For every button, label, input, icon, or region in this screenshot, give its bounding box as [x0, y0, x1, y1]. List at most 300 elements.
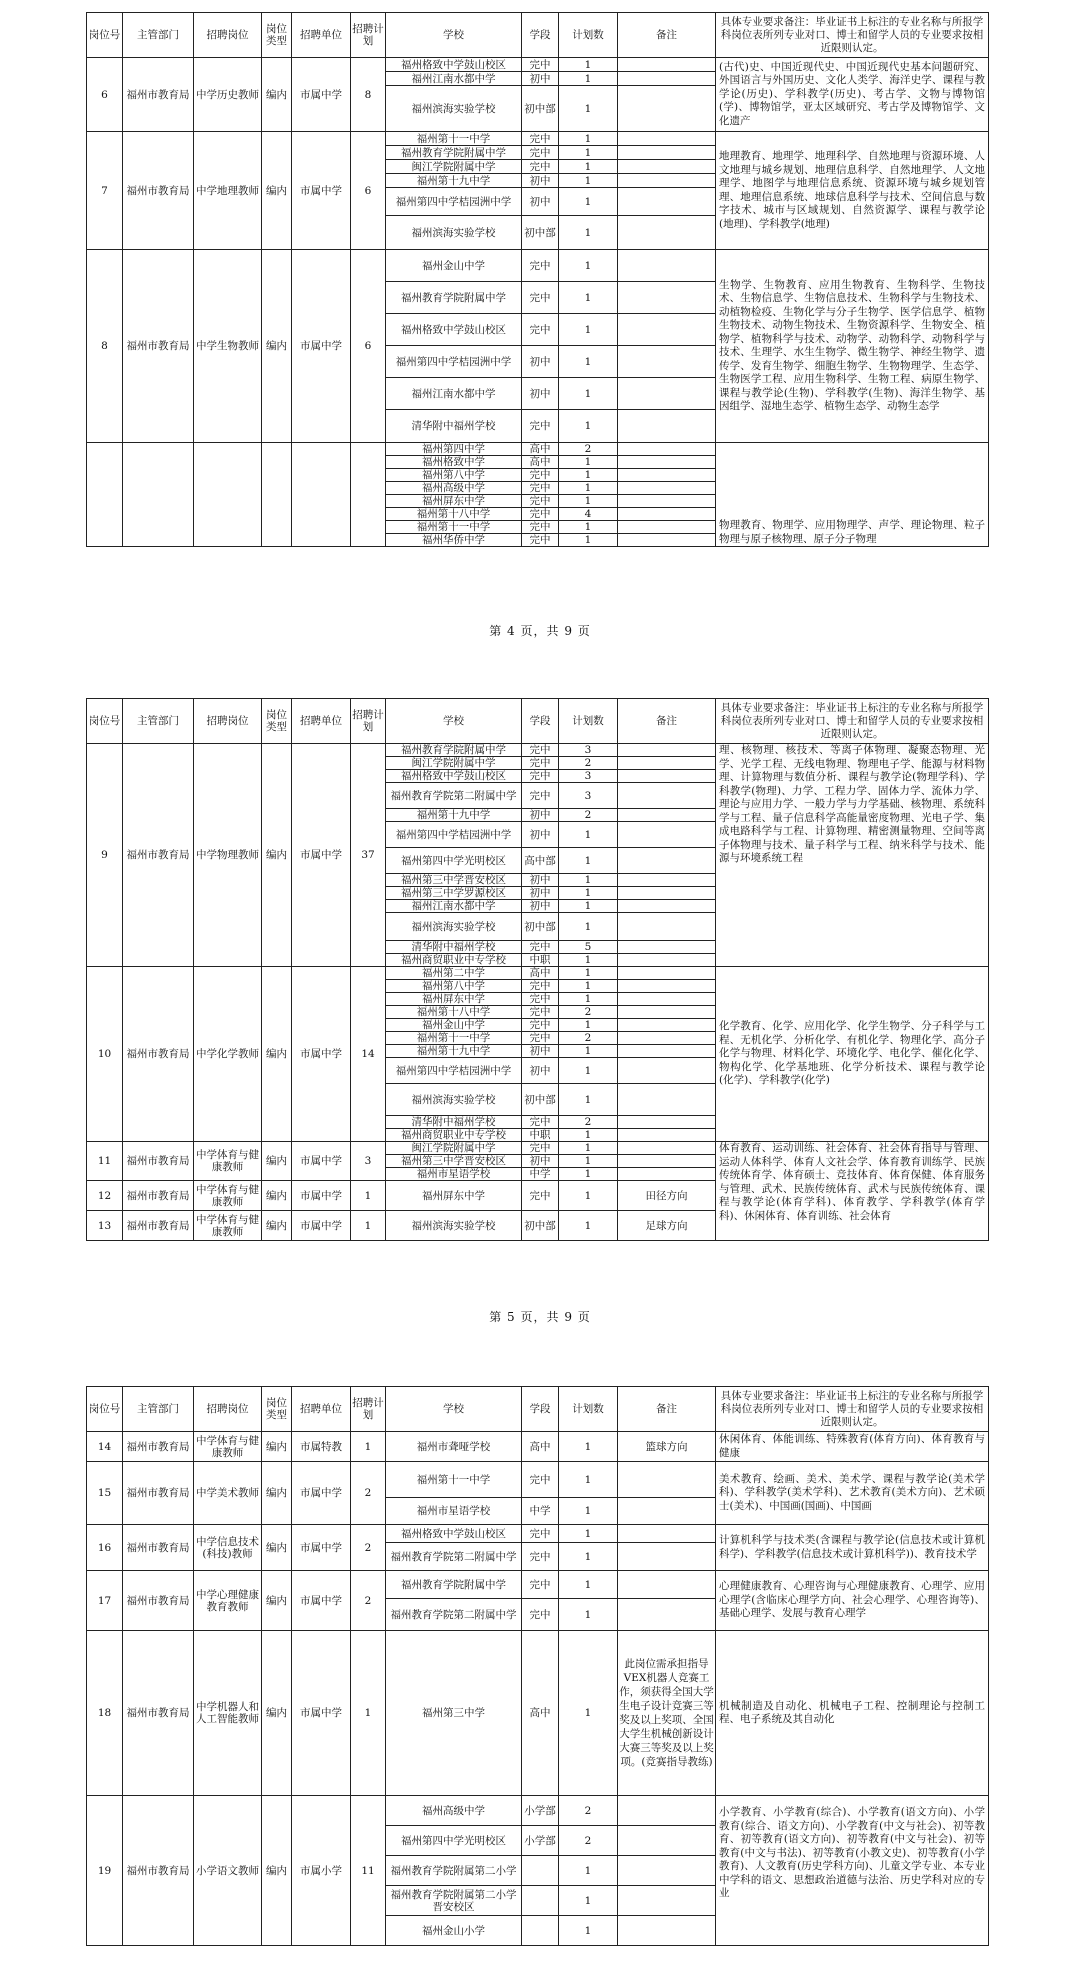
stage-cell: 完中 — [522, 1571, 559, 1599]
school-cell: 清华附中福州学校 — [386, 941, 522, 954]
table-row — [87, 58, 989, 72]
remark-cell — [618, 1498, 716, 1525]
count-cell: 1 — [559, 314, 618, 346]
remark-cell — [618, 1796, 716, 1826]
count-cell: 1 — [559, 848, 618, 874]
post-id: 18 — [87, 1631, 123, 1796]
stage-cell: 完中 — [522, 1116, 559, 1129]
school-cell: 福州教育学院附属第二小学 — [386, 1856, 522, 1886]
post-title: 中学化学教师 — [194, 967, 262, 1142]
school-cell: 福州华侨中学 — [386, 534, 522, 547]
count-cell: 1 — [559, 900, 618, 913]
post-title: 中学生物教师 — [194, 250, 262, 443]
stage-cell: 完中 — [522, 1599, 559, 1631]
remark-cell — [618, 848, 716, 874]
post-type: 编内 — [262, 1525, 292, 1571]
school-cell: 闽江学院附属中学 — [386, 160, 522, 174]
table-row — [87, 1525, 989, 1543]
post-plan: 1 — [351, 1432, 386, 1462]
post-unit: 市属中学 — [292, 967, 351, 1142]
stage-cell: 完中 — [522, 495, 559, 508]
post-id: 11 — [87, 1142, 123, 1181]
remark-cell — [618, 250, 716, 282]
school-cell: 闽江学院附属中学 — [386, 757, 522, 770]
header-post: 招聘岗位 — [194, 13, 262, 58]
post-unit: 市属中学 — [292, 1142, 351, 1181]
school-cell: 福州教育学院附属中学 — [386, 146, 522, 160]
table-row — [87, 1571, 989, 1599]
count-cell: 1 — [559, 1462, 618, 1498]
header-remark: 备注 — [618, 13, 716, 58]
post-unit: 市属中学 — [292, 132, 351, 250]
count-cell: 1 — [559, 495, 618, 508]
remark-cell — [618, 1525, 716, 1543]
count-cell: 1 — [559, 1142, 618, 1155]
post-id — [87, 443, 123, 547]
table-row — [87, 1142, 989, 1155]
school-cell: 福州教育学院第二附属中学 — [386, 1543, 522, 1571]
remark-cell — [618, 132, 716, 146]
stage-cell: 初中 — [522, 822, 559, 848]
post-unit: 市属中学 — [292, 1211, 351, 1241]
count-cell: 1 — [559, 410, 618, 443]
stage-cell: 完中 — [522, 757, 559, 770]
school-cell: 福州第十一中学 — [386, 1032, 522, 1045]
count-cell: 2 — [559, 809, 618, 822]
stage-cell: 完中 — [522, 1006, 559, 1019]
table-row — [87, 744, 989, 757]
school-cell: 福州金山中学 — [386, 1019, 522, 1032]
stage-cell: 初中 — [522, 900, 559, 913]
school-cell: 清华附中福州学校 — [386, 410, 522, 443]
remark-cell — [618, 1058, 716, 1084]
post-title: 中学历史教师 — [194, 58, 262, 132]
stage-cell: 初中部 — [522, 86, 559, 132]
table-header-row — [87, 13, 989, 58]
table-row — [87, 1462, 989, 1498]
stage-cell: 完中 — [522, 282, 559, 314]
post-plan: 6 — [351, 250, 386, 443]
stage-cell: 初中 — [522, 72, 559, 86]
post-plan: 11 — [351, 1796, 386, 1946]
stage-cell: 完中 — [522, 250, 559, 282]
count-cell: 2 — [559, 1006, 618, 1019]
count-cell: 1 — [559, 822, 618, 848]
count-cell: 3 — [559, 770, 618, 783]
remark-cell — [618, 1116, 716, 1129]
stage-cell: 初中部 — [522, 216, 559, 250]
stage-cell: 高中 — [522, 1631, 559, 1796]
remark-cell — [618, 1045, 716, 1058]
count-cell: 1 — [559, 1432, 618, 1462]
post-plan: 14 — [351, 967, 386, 1142]
stage-cell: 初中 — [522, 874, 559, 887]
count-cell: 1 — [559, 1181, 618, 1211]
stage-cell: 完中 — [522, 508, 559, 521]
stage-cell: 完中 — [522, 980, 559, 993]
remark-cell — [618, 1084, 716, 1116]
count-cell: 3 — [559, 783, 618, 809]
post-dept: 福州市教育局 — [123, 1432, 194, 1462]
post-plan — [351, 443, 386, 547]
school-cell: 福州滨海实验学校 — [386, 216, 522, 250]
school-cell: 福州第三中学晋安校区 — [386, 1155, 522, 1168]
stage-cell: 完中 — [522, 1181, 559, 1211]
count-cell: 1 — [559, 954, 618, 967]
stage-cell: 完中 — [522, 993, 559, 1006]
post-title: 中学美术教师 — [194, 1462, 262, 1525]
remark-cell — [618, 1856, 716, 1886]
school-cell: 福州滨海实验学校 — [386, 1211, 522, 1241]
stage-cell: 完中 — [522, 482, 559, 495]
header-type: 岗位类型 — [262, 699, 292, 744]
stage-cell: 完中 — [522, 314, 559, 346]
post-dept — [123, 443, 194, 547]
remark-cell — [618, 456, 716, 469]
post-dept: 福州市教育局 — [123, 1142, 194, 1181]
post-plan: 37 — [351, 744, 386, 967]
stage-cell: 完中 — [522, 941, 559, 954]
post-dept: 福州市教育局 — [123, 744, 194, 967]
post-type: 编内 — [262, 132, 292, 250]
remark-cell — [618, 967, 716, 980]
post-unit: 市属特教 — [292, 1432, 351, 1462]
count-cell: 1 — [559, 174, 618, 188]
remark-cell — [618, 58, 716, 72]
remark-cell — [618, 770, 716, 783]
remark-cell — [618, 1599, 716, 1631]
count-cell: 1 — [559, 1211, 618, 1241]
stage-cell: 初中 — [522, 1155, 559, 1168]
header-unit: 招聘单位 — [292, 1387, 351, 1432]
post-dept: 福州市教育局 — [123, 1462, 194, 1525]
post-id: 12 — [87, 1181, 123, 1211]
remark-cell — [618, 216, 716, 250]
stage-cell: 中职 — [522, 954, 559, 967]
school-cell: 福州江南水都中学 — [386, 72, 522, 86]
school-cell: 闽江学院附属中学 — [386, 1142, 522, 1155]
count-cell: 1 — [559, 1155, 618, 1168]
post-id: 15 — [87, 1462, 123, 1525]
count-cell: 1 — [559, 216, 618, 250]
stage-cell: 高中 — [522, 1432, 559, 1462]
post-plan: 2 — [351, 1462, 386, 1525]
stage-cell: 完中 — [522, 1019, 559, 1032]
remark-cell — [618, 346, 716, 378]
count-cell: 1 — [559, 346, 618, 378]
school-cell: 福州第四中学 — [386, 443, 522, 456]
count-cell: 1 — [559, 521, 618, 534]
post-type: 编内 — [262, 58, 292, 132]
post-title: 中学体育与健康教师 — [194, 1211, 262, 1241]
post-dept: 福州市教育局 — [123, 1211, 194, 1241]
count-cell: 2 — [559, 1826, 618, 1856]
major-requirements: 物理教育、物理学、应用物理学、声学、理论物理、粒子物理与原子核物理、原子分子物理 — [716, 443, 989, 547]
remark-cell — [618, 1886, 716, 1916]
header-major: 具体专业要求备注：毕业证书上标注的专业名称与所报学科岗位表所列专业对口、博士和留学人员的专业要求按相近限则认定。 — [716, 1387, 989, 1432]
count-cell: 1 — [559, 967, 618, 980]
major-requirements: 休闲体育、体能训练、特殊教育(体育方向)、体育教育与健康 — [716, 1432, 989, 1462]
stage-cell: 完中 — [522, 146, 559, 160]
school-cell: 福州教育学院第二附属中学 — [386, 783, 522, 809]
post-type: 编内 — [262, 744, 292, 967]
count-cell: 1 — [559, 1543, 618, 1571]
count-cell: 1 — [559, 250, 618, 282]
stage-cell: 完中 — [522, 744, 559, 757]
remark-cell — [618, 469, 716, 482]
post-dept: 福州市教育局 — [123, 1631, 194, 1796]
post-unit: 市属中学 — [292, 1525, 351, 1571]
header-post: 招聘岗位 — [194, 699, 262, 744]
count-cell: 1 — [559, 146, 618, 160]
school-cell: 福州屏东中学 — [386, 495, 522, 508]
stage-cell: 完中 — [522, 1462, 559, 1498]
post-plan: 6 — [351, 132, 386, 250]
remark-cell — [618, 980, 716, 993]
school-cell: 福州第十九中学 — [386, 1045, 522, 1058]
count-cell: 1 — [559, 1019, 618, 1032]
header-dept: 主管部门 — [123, 1387, 194, 1432]
school-cell: 福州第十一中学 — [386, 132, 522, 146]
stage-cell — [522, 1856, 559, 1886]
count-cell: 1 — [559, 993, 618, 1006]
school-cell: 福州第三中学 — [386, 1631, 522, 1796]
school-cell: 福州第四中学光明校区 — [386, 848, 522, 874]
stage-cell: 初中 — [522, 346, 559, 378]
remark-cell — [618, 913, 716, 941]
remark-cell — [618, 900, 716, 913]
count-cell: 1 — [559, 282, 618, 314]
header-dept: 主管部门 — [123, 13, 194, 58]
header-unit: 招聘单位 — [292, 13, 351, 58]
remark-cell — [618, 508, 716, 521]
school-cell: 福州金山小学 — [386, 1916, 522, 1946]
school-cell: 福州第四中学桔园洲中学 — [386, 1058, 522, 1084]
school-cell: 福州第四中学桔园洲中学 — [386, 822, 522, 848]
stage-cell: 小学部 — [522, 1826, 559, 1856]
school-cell: 福州高级中学 — [386, 482, 522, 495]
header-id: 岗位号 — [87, 699, 123, 744]
table-row — [87, 132, 989, 146]
school-cell: 福州第三中学晋安校区 — [386, 874, 522, 887]
remark-cell — [618, 1543, 716, 1571]
major-requirements: 地理教育、地理学、地理科学、自然地理与资源环境、人文地理与城乡规划、地理信息科学、自然地理学、人文地理学、地图学与地理信息系统、资源环境与城乡规划管理、地理信息系统、地球信息科学与技术、空间信息与数字技术、城市与区域规划、自然资源学、课程与教学论(地理)、学科教学(地理) — [716, 132, 989, 250]
stage-cell: 高中 — [522, 443, 559, 456]
doc-page-4 — [86, 12, 988, 547]
header-remark: 备注 — [618, 699, 716, 744]
stage-cell: 初中 — [522, 188, 559, 216]
page-footer: 第 5 页，共 9 页 — [489, 1310, 591, 1324]
post-plan: 1 — [351, 1211, 386, 1241]
post-unit: 市属中学 — [292, 1462, 351, 1525]
remark-cell — [618, 188, 716, 216]
post-unit: 市属中学 — [292, 1631, 351, 1796]
remark-cell — [618, 941, 716, 954]
stage-cell: 完中 — [522, 132, 559, 146]
table-header-row — [87, 699, 989, 744]
stage-cell: 完中 — [522, 783, 559, 809]
remark-cell — [618, 744, 716, 757]
count-cell: 1 — [559, 86, 618, 132]
stage-cell: 完中 — [522, 1032, 559, 1045]
remark-cell — [618, 146, 716, 160]
stage-cell: 初中部 — [522, 913, 559, 941]
stage-cell: 高中部 — [522, 848, 559, 874]
header-stage: 学段 — [522, 1387, 559, 1432]
stage-cell: 完中 — [522, 469, 559, 482]
post-dept: 福州市教育局 — [123, 967, 194, 1142]
school-cell: 福州格致中学鼓山校区 — [386, 58, 522, 72]
count-cell: 2 — [559, 443, 618, 456]
post-title: 中学体育与健康教师 — [194, 1142, 262, 1181]
header-school: 学校 — [386, 13, 522, 58]
remark-cell — [618, 1006, 716, 1019]
post-unit: 市属中学 — [292, 58, 351, 132]
doc-page-5 — [86, 698, 988, 1241]
header-id: 岗位号 — [87, 1387, 123, 1432]
count-cell: 1 — [559, 1045, 618, 1058]
remark-cell — [618, 174, 716, 188]
post-id: 16 — [87, 1525, 123, 1571]
remark-cell — [618, 314, 716, 346]
post-id: 17 — [87, 1571, 123, 1631]
stage-cell: 完中 — [522, 521, 559, 534]
post-id: 14 — [87, 1432, 123, 1462]
post-title: 中学信息技术(科技)教师 — [194, 1525, 262, 1571]
header-stage: 学段 — [522, 699, 559, 744]
count-cell: 1 — [559, 1856, 618, 1886]
school-cell: 福州第十九中学 — [386, 174, 522, 188]
count-cell: 1 — [559, 160, 618, 174]
post-type: 编内 — [262, 1211, 292, 1241]
count-cell: 1 — [559, 534, 618, 547]
school-cell: 清华附中福州学校 — [386, 1116, 522, 1129]
post-title: 中学体育与健康教师 — [194, 1181, 262, 1211]
major-requirements: 小学教育、小学教育(综合)、小学教育(语文方向)、小学教育(综合、语文方向)、小学教育(中文与社会)、初等教育、初等教育(语文方向)、初等教育(中文与社会)、初等教育(中文与书法)、初等教育(小教文史)、初等教育(小学教育)、人文教育(历史学科方向)、儿童文学专业、本专业中学科的语文、思想政治道德与法治、历史学科对应的专业 — [716, 1796, 989, 1946]
post-dept: 福州市教育局 — [123, 1571, 194, 1631]
major-requirements: 生物学、生物教育、应用生物教育、生物科学、生物技术、生物信息学、生物信息技术、生物科学与生物技术、动植物检疫、生物化学与分子生物学、医学信息学、植物生物技术、动物生物技术、生物资源科学、生物安全、植物学、植物科学与技术、动物学、动物科学、动物科学与技术、生理学、水生生物学、微生物学、神经生物学、遗传学、发育生物学、细胞生物学、生物物理学、生态学、生物医学工程、应用生物科学、生物工程、病原生物学、课程与教学论(生物)、学科教学(生物)、海洋生物学、基因组学、湿地生态学、植物生态学、动物生态学 — [716, 250, 989, 443]
recruit-table-page5 — [86, 698, 989, 1241]
stage-cell: 中学 — [522, 1168, 559, 1181]
post-plan: 2 — [351, 1525, 386, 1571]
remark-cell — [618, 1571, 716, 1599]
count-cell: 1 — [559, 913, 618, 941]
school-cell: 福州江南水都中学 — [386, 900, 522, 913]
remark-cell — [618, 86, 716, 132]
school-cell: 福州商贸职业中专学校 — [386, 954, 522, 967]
stage-cell: 初中部 — [522, 1084, 559, 1116]
stage-cell: 完中 — [522, 1543, 559, 1571]
school-cell: 福州第八中学 — [386, 469, 522, 482]
post-unit: 市属中学 — [292, 1181, 351, 1211]
post-unit: 市属小学 — [292, 1796, 351, 1946]
header-remark: 备注 — [618, 1387, 716, 1432]
count-cell: 1 — [559, 1058, 618, 1084]
post-plan: 1 — [351, 1631, 386, 1796]
school-cell: 福州屏东中学 — [386, 993, 522, 1006]
remark-cell — [618, 521, 716, 534]
post-id: 7 — [87, 132, 123, 250]
remark-cell — [618, 443, 716, 456]
remark-cell — [618, 993, 716, 1006]
stage-cell: 初中 — [522, 378, 559, 410]
recruit-table-page4 — [86, 12, 989, 547]
stage-cell: 中职 — [522, 1129, 559, 1142]
post-dept: 福州市教育局 — [123, 58, 194, 132]
remark-cell — [618, 534, 716, 547]
stage-cell: 高中 — [522, 967, 559, 980]
school-cell: 福州第四中学桔园洲中学 — [386, 346, 522, 378]
header-dept: 主管部门 — [123, 699, 194, 744]
count-cell: 1 — [559, 469, 618, 482]
remark-cell — [618, 72, 716, 86]
post-unit: 市属中学 — [292, 250, 351, 443]
stage-cell: 完中 — [522, 770, 559, 783]
stage-cell: 小学部 — [522, 1796, 559, 1826]
count-cell: 1 — [559, 58, 618, 72]
remark-cell — [618, 1916, 716, 1946]
school-cell: 福州教育学院附属中学 — [386, 282, 522, 314]
post-type: 编内 — [262, 1631, 292, 1796]
remark-cell — [618, 757, 716, 770]
school-cell: 福州第四中学桔园洲中学 — [386, 188, 522, 216]
stage-cell: 完中 — [522, 1525, 559, 1543]
school-cell: 福州教育学院附属第二小学晋安校区 — [386, 1886, 522, 1916]
school-cell: 福州滨海实验学校 — [386, 86, 522, 132]
stage-cell: 中学 — [522, 1498, 559, 1525]
header-stage: 学段 — [522, 13, 559, 58]
remark-cell — [618, 887, 716, 900]
count-cell: 1 — [559, 1129, 618, 1142]
remark-cell — [618, 495, 716, 508]
stage-cell: 高中 — [522, 456, 559, 469]
major-requirements: 理、核物理、核技术、等离子体物理、凝聚态物理、光学、光学工程、无线电物理、物理电子学、能源与材料物理、计算物理与数值分析、课程与教学论(物理学科)、学科教学(物理)、力学、工程力学、固体力学、流体力学、理论与应用力学、一般力学与力学基础、核物理、系统科学与工程、量子信息科学高能量密度物理、光电子学、集成电路科学与工程、计算物理、精密测量物理、空间等离子体物理与技术、量子科学与工程、纳米科学与技术、能源与环境系统工程 — [716, 744, 989, 967]
stage-cell: 完中 — [522, 160, 559, 174]
stage-cell: 完中 — [522, 534, 559, 547]
header-type: 岗位类型 — [262, 1387, 292, 1432]
major-requirements: 心理健康教育、心理咨询与心理健康教育、心理学、应用心理学(含临床心理学方向、社会心理学、心理咨询等)、基础心理学、发展与教育心理学 — [716, 1571, 989, 1631]
header-plan: 招聘计划 — [351, 699, 386, 744]
header-count: 计划数 — [559, 13, 618, 58]
remark-cell — [618, 410, 716, 443]
stage-cell: 完中 — [522, 1142, 559, 1155]
stage-cell: 完中 — [522, 410, 559, 443]
count-cell: 1 — [559, 1571, 618, 1599]
remark-cell — [618, 482, 716, 495]
table-header-row — [87, 1387, 989, 1432]
post-dept: 福州市教育局 — [123, 1525, 194, 1571]
table-row — [87, 967, 989, 980]
count-cell: 1 — [559, 1498, 618, 1525]
post-title: 中学心理健康教育教师 — [194, 1571, 262, 1631]
count-cell: 1 — [559, 1916, 618, 1946]
school-cell: 福州格致中学 — [386, 456, 522, 469]
school-cell: 福州市聋哑学校 — [386, 1432, 522, 1462]
remark-cell: 此岗位需承担指导VEX机器人竞赛工作，须获得全国大学生电子设计竞赛三等奖及以上奖项、全国大学生机械创新设计大赛三等奖及以上奖项。(竞赛指导教练) — [618, 1631, 716, 1796]
school-cell: 福州格致中学鼓山校区 — [386, 770, 522, 783]
post-type: 编内 — [262, 967, 292, 1142]
count-cell: 2 — [559, 1032, 618, 1045]
stage-cell: 初中 — [522, 1045, 559, 1058]
header-type: 岗位类型 — [262, 13, 292, 58]
remark-cell: 篮球方向 — [618, 1432, 716, 1462]
remark-cell — [618, 1129, 716, 1142]
remark-cell — [618, 1155, 716, 1168]
major-requirements: 机械制造及自动化、机械电子工程、控制理论与控制工程、电子系统及其自动化 — [716, 1631, 989, 1796]
post-unit — [292, 443, 351, 547]
post-type: 编内 — [262, 1181, 292, 1211]
header-major: 具体专业要求备注：毕业证书上标注的专业名称与所报学科岗位表所列专业对口、博士和留学人员的专业要求按相近限则认定。 — [716, 699, 989, 744]
